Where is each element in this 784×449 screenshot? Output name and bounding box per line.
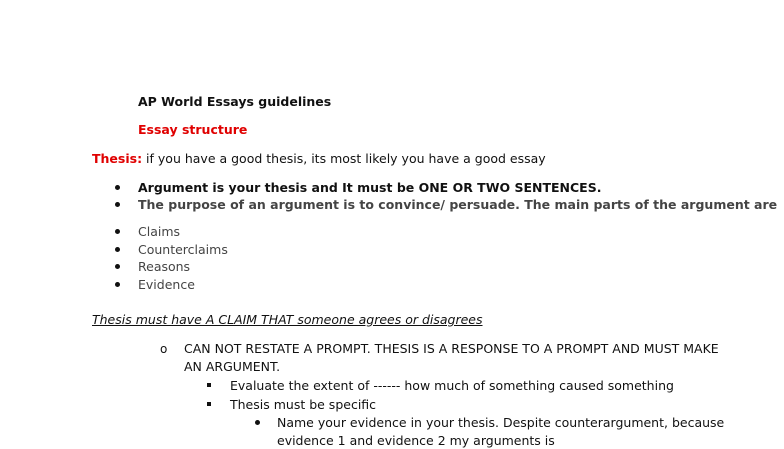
square-bullet-icon bbox=[207, 383, 211, 387]
bullet-icon bbox=[115, 264, 120, 269]
circle-bullet-icon: o bbox=[160, 342, 168, 356]
thesis-text: if you have a good thesis, its most likely you have a good essay bbox=[142, 151, 546, 166]
document-title: AP World Essays guidelines bbox=[138, 94, 332, 109]
bullet-icon bbox=[115, 247, 120, 252]
thesis-label: Thesis: bbox=[92, 151, 143, 166]
claim-heading: Thesis must have A CLAIM THAT someone agrees or disagrees bbox=[92, 312, 483, 327]
bullet-item-purpose: The purpose of an argument is to convince/ persuade. The main parts of the argument are bbox=[138, 197, 778, 212]
deep-rule-line-1: Name your evidence in your thesis. Despite counterargument, because bbox=[277, 415, 725, 430]
bullet-icon bbox=[255, 420, 260, 425]
square-bullet-icon bbox=[207, 402, 211, 406]
part-counterclaims: Counterclaims bbox=[138, 242, 228, 257]
document-subtitle: Essay structure bbox=[138, 122, 248, 137]
rule-line-2: AN ARGUMENT. bbox=[184, 359, 281, 374]
bullet-icon bbox=[115, 202, 120, 207]
bullet-icon bbox=[115, 282, 120, 287]
bullet-icon bbox=[115, 185, 120, 190]
part-claims: Claims bbox=[138, 224, 181, 239]
bullet-item-argument: Argument is your thesis and It must be ONE OR TWO SENTENCES. bbox=[138, 180, 602, 195]
sub-rule-extent: Evaluate the extent of ------ how much of something caused something bbox=[230, 378, 674, 393]
part-reasons: Reasons bbox=[138, 259, 191, 274]
part-evidence: Evidence bbox=[138, 277, 195, 292]
deep-rule-line-2: evidence 1 and evidence 2 my arguments is bbox=[277, 433, 555, 448]
bullet-icon bbox=[115, 229, 120, 234]
thesis-line bbox=[92, 151, 546, 167]
rule-line-1: CAN NOT RESTATE A PROMPT. THESIS IS A RESPONSE TO A PROMPT AND MUST MAKE bbox=[184, 341, 719, 356]
sub-rule-specific: Thesis must be specific bbox=[230, 397, 377, 412]
